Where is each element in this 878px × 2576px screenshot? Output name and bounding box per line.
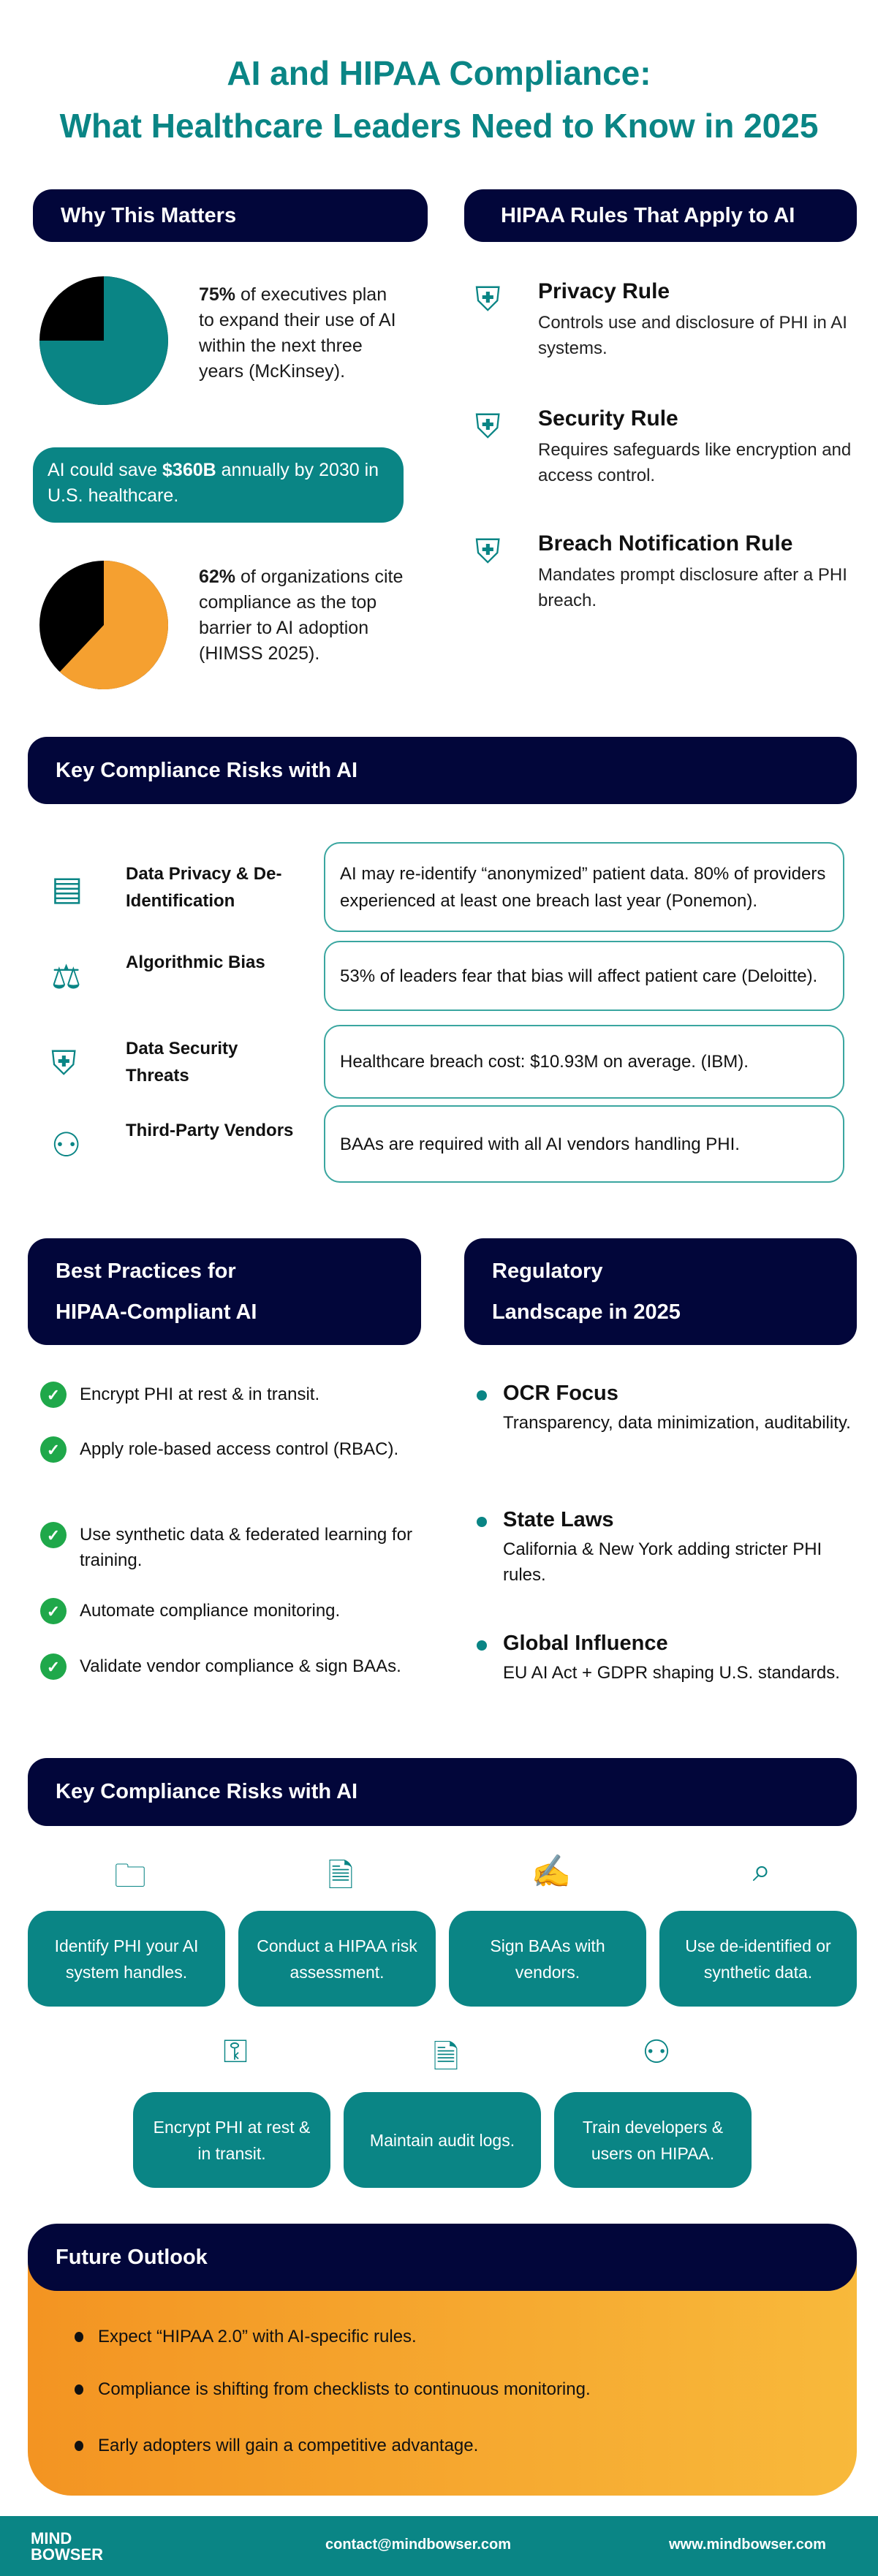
code-lock-icon: ⚿ [223,2034,248,2069]
check-icon: ✓ [40,1653,67,1680]
pie-chart-executives [38,275,170,406]
savings-callout: AI could save $360B annually by 2030 in U.S. healthcare. [33,447,404,523]
regulatory-item: Global Influence EU AI Act + GDPR shaping U.S. standards. [503,1632,854,1686]
best-practice-item: ✓ Apply role-based access control (RBAC). [40,1436,420,1463]
best-practice-item: ✓ Validate vendor compliance & sign BAAs. [40,1653,420,1680]
future-bullet: Compliance is shifting from checklists to continuous monitoring. [75,2379,591,2400]
document-shield-icon: 🗎 [328,1858,354,1894]
shield-lock-icon: ⛨ [475,280,501,318]
risk-description: Healthcare breach cost: $10.93M on average. (IBM). [324,1025,844,1099]
compliance-step: Encrypt PHI at rest & in transit. [133,2092,330,2188]
page-title: AI and HIPAA Compliance: What Healthcare Leaders Need to Know in 2025 [59,54,819,145]
check-icon: ✓ [40,1598,67,1624]
future-header: Future Outlook [28,2224,857,2291]
folder-eye-icon: 🗀 [114,1858,146,1894]
regulatory-item: State Laws California & New York adding stricter PHI rules. [503,1508,854,1588]
chart-search-icon: ⌕ [752,1852,771,1888]
stat-organizations: 62% of organizations cite compliance as the top barrier to AI adoption (HIMSS 2025). [199,567,404,664]
footer [0,2516,878,2576]
risk-description: AI may re-identify “anonymized” patient data. 80% of providers experienced at least one breach last year (Ponemon). [324,842,844,932]
rule-item: Breach Notification Rule Mandates prompt disclosure after a PHI breach. [538,531,847,610]
footer-email[interactable]: contact@mindbowser.com [325,2537,511,2553]
shield-alert-icon: ⛨ [475,532,501,570]
steps-header: Key Compliance Risks with AI [28,1758,857,1826]
why-header: Why This Matters [33,189,428,242]
footer-website[interactable]: www.mindbowser.com [669,2537,826,2553]
training-group-icon: ⚇ [642,2034,671,2070]
rule-item: Privacy Rule Controls use and disclosure of PHI in AI systems. [538,279,847,358]
risk-description: BAAs are required with all AI vendors handling PHI. [324,1105,844,1183]
compliance-step: Maintain audit logs. [344,2092,541,2188]
risk-label: Data Security Threats [126,1038,238,1086]
compliance-step: Use de-identified or synthetic data. [659,1911,857,2007]
rule-item: Security Rule Requires safeguards like encryption and access control. [538,406,852,485]
check-icon: ✓ [40,1522,67,1548]
regulatory-header: Regulatory Landscape in 2025 [464,1238,857,1345]
regulatory-item: OCR Focus Transparency, data minimization, auditability. [503,1382,854,1436]
compliance-step: Identify PHI your AI system handles. [28,1911,225,2007]
rules-header: HIPAA Rules That Apply to AI [464,189,857,242]
document-search-icon: 🗎 [433,2039,459,2075]
future-bullet: Expect “HIPAA 2.0” with AI-specific rules. [75,2327,417,2347]
risk-label: Third-Party Vendors [126,1121,294,1140]
scales-icon: ⚖ [51,958,82,996]
check-icon: ✓ [40,1382,67,1408]
mindbowser-logo: MIND BOWSER [31,2529,103,2564]
best-practices-header: Best Practices for HIPAA-Compliant AI [28,1238,421,1345]
check-icon: ✓ [40,1436,67,1463]
circuit-shield-icon: ⛨ [475,407,501,445]
risk-description: 53% of leaders fear that bias will affect patient care (Deloitte). [324,941,844,1011]
shield-bug-icon: ⛨ [51,1043,77,1082]
risks-header: Key Compliance Risks with AI [28,737,857,804]
stat-executives: 75% of executives plan to expand their use of AI within the next three years (McKinsey). [199,284,396,382]
people-network-icon: ⚇ [51,1126,82,1164]
best-practice-item: ✓ Automate compliance monitoring. [40,1598,420,1624]
compliance-step: Conduct a HIPAA risk assessment. [238,1911,436,2007]
risk-label: Algorithmic Bias [126,952,265,972]
document-lock-icon: ▤ [51,868,83,907]
compliance-step: Train developers & users on HIPAA. [554,2092,752,2188]
risk-label: Data Privacy & De-Identification [126,863,282,911]
best-practice-item: ✓ Encrypt PHI at rest & in transit. [40,1382,420,1408]
contract-pen-icon: ✍ [531,1854,572,1890]
future-bullet: Early adopters will gain a competitive advantage. [75,2436,478,2456]
best-practice-item: ✓ Use synthetic data & federated learning for training. [40,1522,420,1573]
pie-chart-organizations [38,559,170,691]
compliance-step: Sign BAAs with vendors. [449,1911,646,2007]
